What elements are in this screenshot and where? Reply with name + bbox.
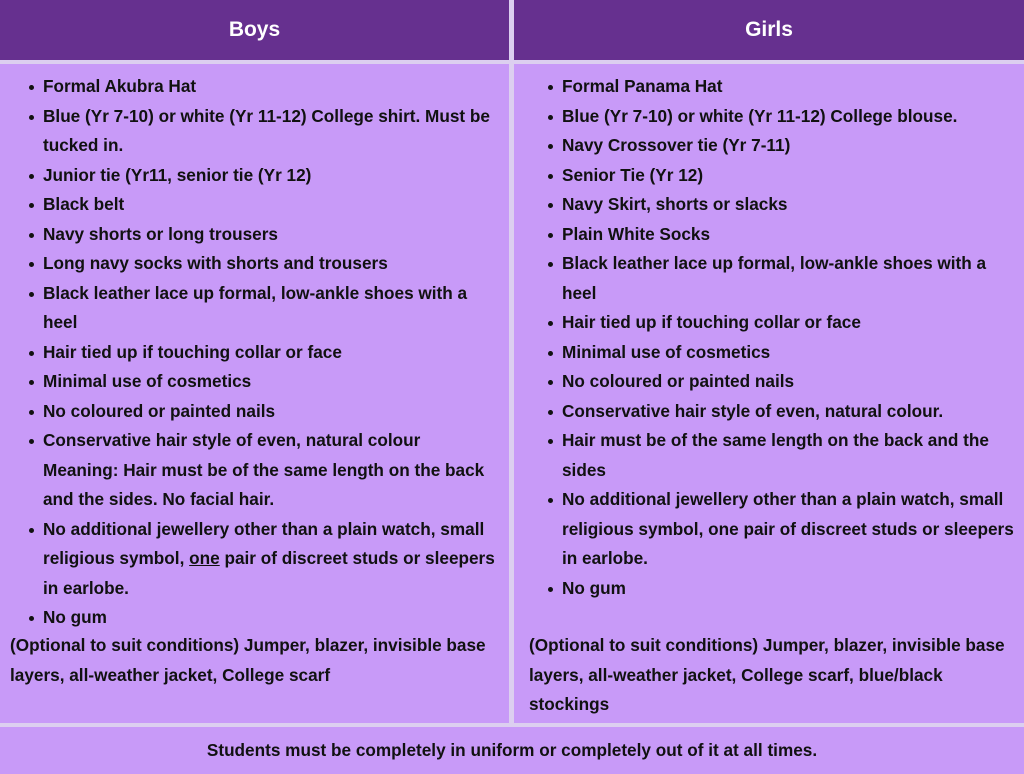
girls-item: Hair tied up if touching collar or face [514, 308, 1014, 338]
girls-column [514, 64, 1024, 723]
boys-item: Hair tied up if touching collar or face [0, 338, 500, 368]
boys-item-jewellery [0, 515, 500, 604]
girls-item: No gum [514, 574, 1014, 604]
uniform-footer-note: Students must be completely in uniform or completely out of it at all times. [0, 727, 1024, 774]
girls-item: Formal Panama Hat [514, 72, 1014, 102]
boys-optional-note: (Optional to suit conditions) Jumper, blazer, invisible base layers, all-weather jacket, College scarf [10, 635, 486, 685]
girls-header: Girls [514, 0, 1024, 60]
boys-item: Junior tie (Yr11, senior tie (Yr 12) [0, 161, 500, 191]
jewellery-underlined-one: one [189, 548, 220, 568]
boys-item: Navy shorts or long trousers [0, 220, 500, 250]
girls-item: No coloured or painted nails [514, 367, 1014, 397]
boys-header: Boys [0, 0, 509, 60]
girls-optional-note: (Optional to suit conditions) Jumper, blazer, invisible base layers, all-weather jacket, College scarf, blue/black stockings [529, 635, 1005, 714]
boys-item: Long navy socks with shorts and trousers [0, 249, 500, 279]
jewellery-text-end: pair of discreet studs or sleepers in earlobe. [43, 548, 495, 598]
boys-item: No coloured or painted nails [0, 397, 500, 427]
girls-item: Plain White Socks [514, 220, 1014, 250]
girls-item: Navy Crossover tie (Yr 7-11) [514, 131, 1014, 161]
boys-item: No gum [0, 603, 500, 633]
boys-item: Black belt [0, 190, 500, 220]
boys-item: Black leather lace up formal, low-ankle shoes with a heel [0, 279, 500, 338]
girls-list [514, 72, 1014, 603]
girls-item: No additional jewellery other than a plain watch, small religious symbol, one pair of discreet studs or sleepers in earlobe. [514, 485, 1014, 574]
girls-item: Navy Skirt, shorts or slacks [514, 190, 1014, 220]
boys-list [0, 72, 500, 633]
boys-column [0, 64, 509, 723]
girls-item: Blue (Yr 7-10) or white (Yr 11-12) College blouse. [514, 102, 1014, 132]
boys-item: Blue (Yr 7-10) or white (Yr 11-12) College shirt. Must be tucked in. [0, 102, 500, 161]
girls-item: Black leather lace up formal, low-ankle shoes with a heel [514, 249, 1014, 308]
girls-item: Hair must be of the same length on the back and the sides [514, 426, 1014, 485]
jewellery-text-start: No additional jewellery other than a plain watch, small religious symbol, [43, 518, 485, 568]
girls-item: Conservative hair style of even, natural colour. [514, 397, 1014, 427]
girls-item: Minimal use of cosmetics [514, 338, 1014, 368]
girls-item: Senior Tie (Yr 12) [514, 161, 1014, 191]
boys-item: Minimal use of cosmetics [0, 367, 500, 397]
boys-item: Conservative hair style of even, natural colour Meaning: Hair must be of the same length on the back and the sides. No facial hair. [0, 426, 500, 515]
boys-item: Formal Akubra Hat [0, 72, 500, 102]
